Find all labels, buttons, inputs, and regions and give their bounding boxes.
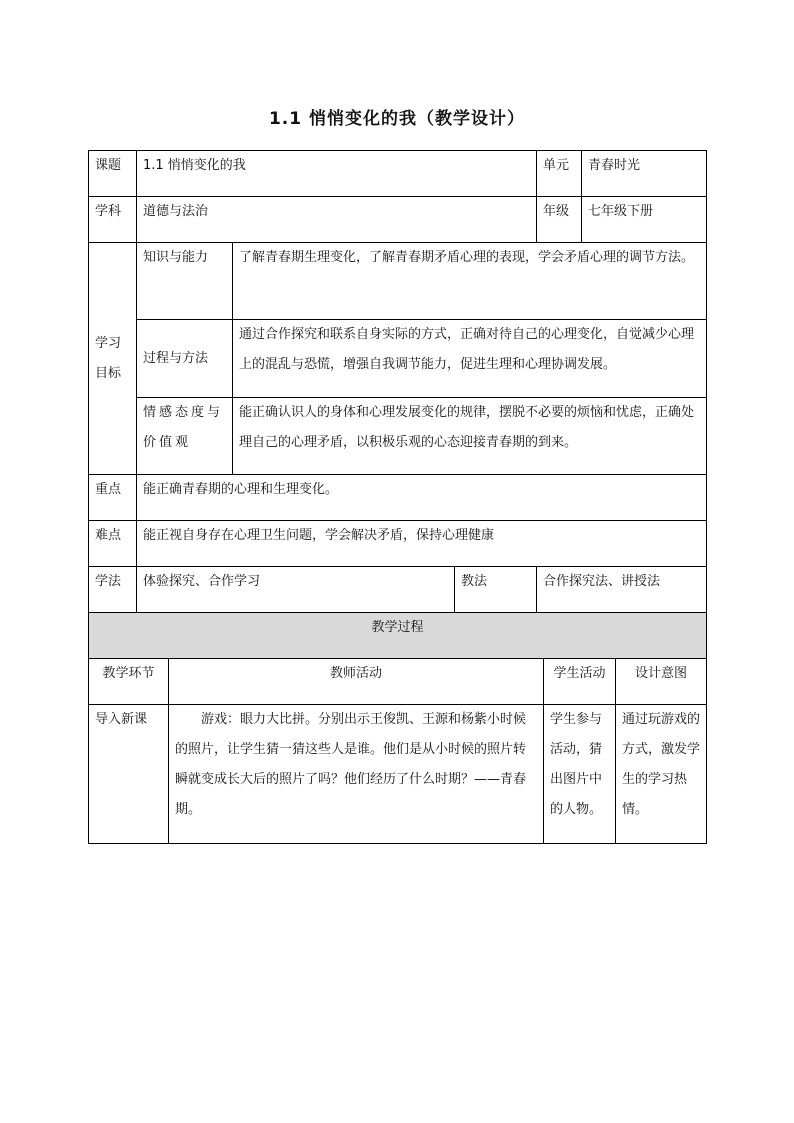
subject-value: 道德与法治: [137, 197, 537, 243]
subject-label: 学科: [89, 197, 137, 243]
objective-name: 情感态度与价值观: [137, 398, 233, 475]
teacher-activity-cell: 游戏：眼力大比拼。分别出示王俊凯、王源和杨紫小时候的照片，让学生猜一猜这些人是谁。他们是从小时候的照片转瞬就变成长大后的照片了吗？他们经历了什么时期？——青春期。: [169, 705, 544, 844]
objectives-label-line2: 目标: [95, 365, 122, 381]
objective-name: 过程与方法: [137, 320, 233, 398]
difficulty-label: 难点: [89, 521, 137, 567]
process-header: 教学过程: [89, 613, 707, 659]
unit-value: 青春时光: [582, 151, 707, 197]
topic-label: 课题: [89, 151, 137, 197]
objectives-label-line1: 学习: [95, 335, 122, 351]
student-activity-cell: 学生参与活动，猜出图片中的人物。: [544, 705, 616, 844]
objective-text: 通过合作探究和联系自身实际的方式，正确对待自己的心理变化，自觉减少心理上的混乱与恐慌，增强自我调节能力，促进生理和心理协调发展。: [233, 320, 707, 398]
objective-text: 了解青春期生理变化，了解青春期矛盾心理的表现，学会矛盾心理的调节方法。: [233, 243, 707, 320]
key-point-text: 能正确青春期的心理和生理变化。: [137, 475, 707, 521]
unit-label: 单元: [537, 151, 582, 197]
key-point-label: 重点: [89, 475, 137, 521]
difficulty-text: 能正视自身存在心理卫生问题，学会解决矛盾，保持心理健康: [137, 521, 707, 567]
lesson-info-table: [88, 150, 707, 613]
grade-value: 七年级下册: [582, 197, 707, 243]
topic-value: 1.1 悄悄变化的我: [137, 151, 537, 197]
column-header: 教师活动: [169, 659, 544, 705]
teaching-process-table: [88, 612, 707, 844]
stage-cell: 导入新课: [89, 705, 169, 844]
column-header: 教学环节: [89, 659, 169, 705]
teaching-method-value: 合作探究法、讲授法: [537, 567, 707, 613]
objective-name: 知识与能力: [137, 243, 233, 320]
table-row: [89, 705, 707, 844]
document-title: 1.1 悄悄变化的我（教学设计）: [268, 109, 526, 129]
objective-text: 能正确认识人的身体和心理发展变化的规律，摆脱不必要的烦恼和忧虑，正确处理自己的心理矛盾，以积极乐观的心态迎接青春期的到来。: [233, 398, 707, 475]
study-method-value: 体验探究、合作学习: [137, 567, 455, 613]
study-method-label: 学法: [89, 567, 137, 613]
grade-label: 年级: [537, 197, 582, 243]
design-intent-cell: 通过玩游戏的方式，激发学生的学习热情。: [616, 705, 707, 844]
teaching-method-label: 教法: [455, 567, 537, 613]
objectives-label: [89, 243, 137, 475]
column-header: 学生活动: [544, 659, 616, 705]
column-header: 设计意图: [616, 659, 707, 705]
